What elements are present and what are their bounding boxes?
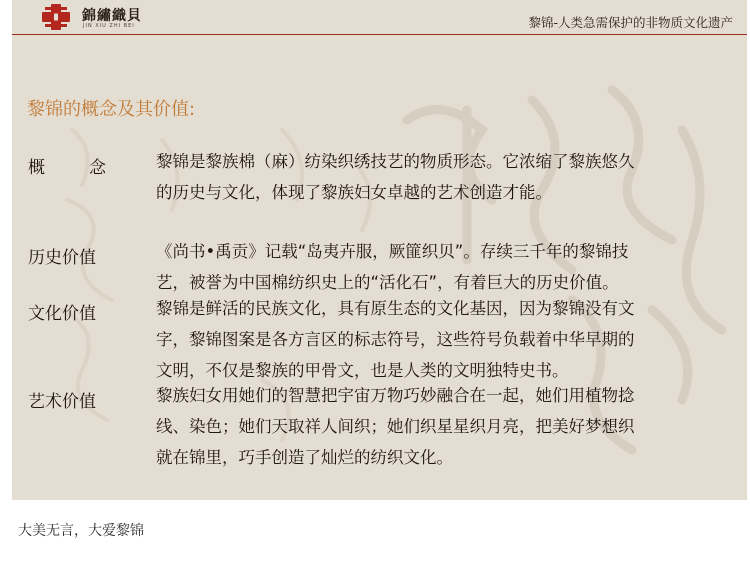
entry-label-concept — [28, 153, 106, 178]
section-title: 黎锦的概念及其价值: — [27, 99, 196, 120]
brand-name: 錦繡織貝 — [82, 8, 142, 24]
brand-logo[interactable] — [36, 2, 156, 32]
knot-logo-icon — [36, 2, 76, 32]
text-line: 文明，不仅是黎族的甲骨文，也是人类的文明独特史书。 — [156, 361, 569, 380]
header-title: 黎锦-人类急需保护的非物质文化遗产 — [528, 15, 733, 30]
text-line: 黎锦是黎族棉（麻）纺染织绣技艺的物质形态。它浓缩了黎族悠久 — [156, 152, 635, 171]
entry-text-art — [156, 380, 736, 473]
text-line: 字，黎锦图案是各方言区的标志符号，这些符号负载着中华早期的 — [156, 330, 635, 349]
image-caption: 大美无言，大爱黎锦 — [18, 523, 144, 539]
text-line: 线、染色；她们天取祥人间织；她们织星星织月亮，把美好梦想织 — [156, 417, 635, 436]
text-line: 黎锦是鲜活的民族文化，具有原生态的文化基因，因为黎锦没有文 — [156, 299, 635, 318]
text-line: 《尚书•禹贡》记载“岛夷卉服，厥篚织贝”。存续三千年的黎锦技 — [156, 242, 629, 261]
entry-text-history — [156, 236, 736, 298]
entry-text-culture — [156, 293, 736, 386]
entry-label-char: 念 — [89, 158, 106, 178]
header-bar — [12, 0, 747, 34]
entry-text-concept — [156, 146, 736, 208]
text-line: 就在锦里，巧手创造了灿烂的纺织文化。 — [156, 448, 453, 467]
slide — [12, 0, 747, 500]
entry-label-culture: 文化价值 — [28, 304, 96, 324]
entry-label-char: 概 — [28, 158, 45, 178]
brand-name-pinyin: JIN XIU ZHI BEI — [83, 23, 135, 29]
entry-label-art: 艺术价值 — [28, 392, 96, 412]
text-line: 的历史与文化，体现了黎族妇女卓越的艺术创造才能。 — [156, 183, 552, 202]
header-divider — [12, 34, 747, 35]
text-line: 黎族妇女用她们的智慧把宇宙万物巧妙融合在一起，她们用植物捻 — [156, 386, 635, 405]
entry-label-history: 历史价值 — [28, 248, 96, 268]
text-line: 艺，被誉为中国棉纺织史上的“活化石”，有着巨大的历史价值。 — [156, 273, 619, 292]
